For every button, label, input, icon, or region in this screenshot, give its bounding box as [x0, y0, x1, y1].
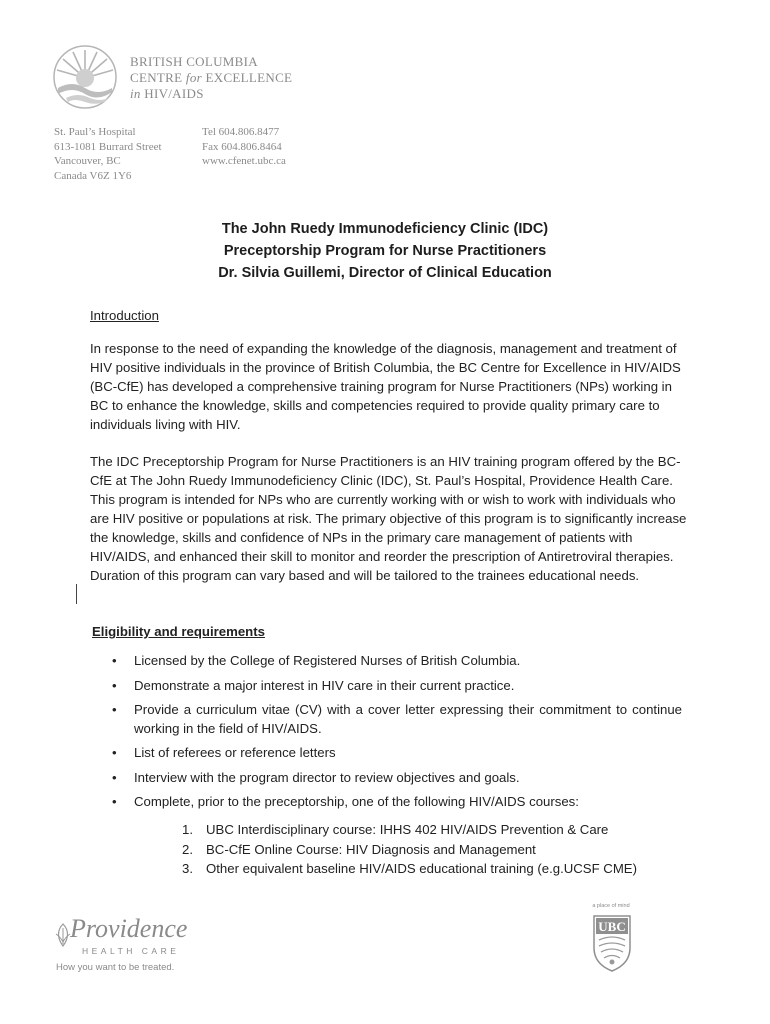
course-number: 1. — [182, 822, 193, 837]
providence-logo-subtitle: HEALTH CARE — [82, 946, 180, 956]
requirement-item: • Licensed by the College of Registered Nurses of British Columbia. — [110, 652, 682, 671]
bullet: • — [112, 677, 117, 693]
bullet: • — [112, 745, 117, 760]
title-line3: Dr. Silvia Guillemi, Director of Clinical Education — [218, 265, 552, 281]
bullet: • — [112, 769, 117, 785]
bullet: • — [112, 794, 117, 809]
phone-number: Tel 604.806.8477 — [202, 126, 280, 138]
providence-logo-name: Providence — [70, 914, 188, 943]
bullet: • — [112, 653, 117, 668]
title-line2: Preceptorship Program for Nurse Practitioners — [223, 243, 547, 259]
introduction-heading: Introduction — [90, 308, 159, 323]
course-text: UBC Interdisciplinary course: IHHS 402 HIV/AIDS Prevention & Care — [206, 822, 609, 837]
course-item — [182, 840, 637, 860]
title-line1: The John Ruedy Immunodeficiency Clinic (IDC) — [221, 221, 549, 237]
organization-name — [130, 54, 292, 102]
address-line: St. Paul’s Hospital — [54, 126, 136, 138]
intro-paragraph-1: In response to the need of expanding the knowledge of the diagnosis, management and treatment of HIV positive individuals in the province of British Columbia, the BC Centre for Excellence in HIV/AIDS (BC-CfE) has developed a comprehensive training program for Nurse Practitioners (NPs) working in BC to enhance the knowledge, skills and competencies required to provide quality primary care to individuals living with HIV. — [90, 341, 681, 432]
ubc-logo-text: UBC — [598, 919, 626, 934]
requirement-item: • List of referees or reference letters — [110, 744, 682, 763]
courses-list — [182, 820, 637, 879]
address-line: Canada V6Z 1Y6 — [54, 169, 132, 182]
requirement-item: • Complete, prior to the preceptorship, one of the following HIV/AIDS courses: — [110, 793, 682, 812]
bullet: • — [112, 702, 117, 717]
course-text: Other equivalent baseline HIV/AIDS educational training (e.g.UCSF CME) — [206, 861, 637, 876]
course-number: 2. — [182, 841, 193, 857]
course-text: BC-CfE Online Course: HIV Diagnosis and Management — [206, 841, 536, 857]
requirement-item: • Interview with the program director to review objectives and goals. — [110, 769, 682, 788]
requirement-item: • Provide a curriculum vitae (CV) with a cover letter expressing their commitment to continue working in the field of HIV/AIDS. — [112, 702, 682, 736]
revision-change-bar — [76, 584, 77, 604]
course-item — [182, 820, 637, 840]
mailing-address — [54, 125, 162, 183]
address-line: Vancouver, BC — [54, 155, 121, 167]
requirement-item: • Demonstrate a major interest in HIV care in their current practice. — [110, 677, 682, 696]
address-line: 613-1081 Burrard Street — [54, 140, 162, 153]
course-number: 3. — [182, 861, 193, 876]
contact-info — [202, 125, 286, 169]
fax-number: Fax 604.806.8464 — [202, 140, 282, 153]
org-name-line3: in HIV/AIDS — [130, 86, 204, 101]
bccfe-sun-logo-icon — [52, 44, 118, 110]
website-link[interactable]: www.cfenet.ubc.ca — [202, 155, 286, 167]
requirements-list — [110, 652, 682, 818]
document-title — [0, 218, 770, 284]
providence-tagline: How you want to be treated. — [56, 962, 175, 973]
org-name-line1: BRITISH COLUMBIA — [130, 54, 258, 69]
ubc-tagline: a place of mind — [592, 903, 630, 909]
org-name-line2: CENTRE for EXCELLENCE — [130, 70, 293, 85]
course-item — [182, 859, 637, 879]
intro-paragraph-2: The IDC Preceptorship Program for Nurse Practitioners is an HIV training program offered by the BC-CfE at The John Ruedy Immunodeficiency Clinic (IDC), St. Paul’s Hospital, Providence Health Care. This program is intended for NPs who are currently working with or wish to work with individuals who are HIV positive or populations at risk. The primary objective of this program is to significantly increase the knowledge, skills and confidence of NPs in the primary care management of patients with HIV/AIDS, and enhanced their skill to monitor and reorder the prescription of Antiretroviral therapies. Duration of this program can vary based and will be tailored to the trainees educational needs. — [90, 454, 687, 583]
eligibility-heading: Eligibility and requirements — [92, 624, 265, 639]
